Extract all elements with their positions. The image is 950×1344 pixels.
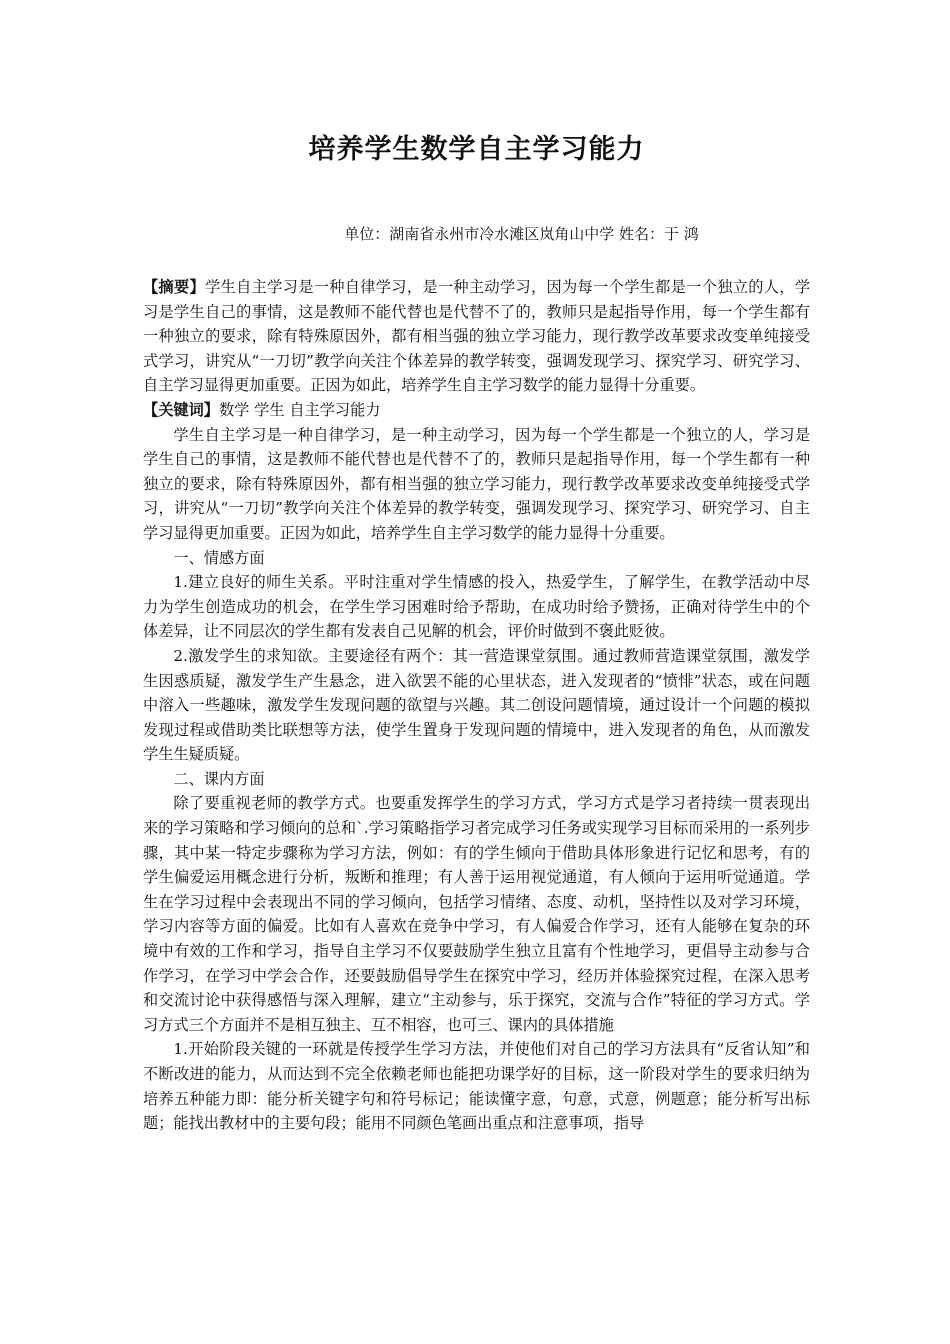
body-paragraph-curiosity: 2.激发学生的求知欲。主要途径有两个：其一营造课堂氛围。通过教师营造课堂氛围，激发学生因惑质疑，激发学生产生悬念，进入欲罢不能的心里状态，进入发现者的“愤悱”状态，或在问题中溶入一些趣味，激发学生发现问题的欲望与兴趣。其二创设问题情境，通过设计一个问题的模拟发现过程或借助类比联想等方法，使学生置身于发现问题的情境中，进入发现者的角色，从而激发学生生疑质疑。 [143, 646, 810, 764]
body-paragraph-intro: 学生自主学习是一种自律学习，是一种主动学习，因为每一个学生都是一个独立的人，学习是学生自己的事情，这是教师不能代替也是代替不了的，教师只是起指导作用，每一个学生都有一种独立的要求，除有特殊原因外，都有相当强的独立学习能力，现行教学改革要求改变单纯接受式学习，讲究从“一刀切”教学向关注个体差异的教学转变，强调发现学习、探究学习、研究学习、自主学习显得更加重要。正因为如此，培养学生自主学习数学的能力显得十分重要。 [143, 425, 810, 542]
abstract-paragraph [143, 275, 810, 398]
body-paragraph-methods: 1.开始阶段关键的一环就是传授学生学习方法，并使他们对自己的学习方法具有“反省认知”和不断改进的能力，从而达到不完全依赖老师也能把功课学好的目标，这一阶段对学生的要求归纳为培养五种能力即：能分析关键字句和符号标记；能读懂字意，句意，式意，例题意；能分析写出标题；能找出教材中的主要句段；能用不同颜色笔画出重点和注意事项，指导 [143, 1040, 810, 1133]
abstract-text: 学生自主学习是一种自律学习，是一种主动学习，因为每一个学生都是一个独立的人，学习是学生自己的事情，这是教师不能代替也是代替不了的，教师只是起指导作用，每一个学生都有一种独立的要求，除有特殊原因外，都有相当强的独立学习能力，现行教学改革要求改变单纯接受式学习，讲究从“一刀切”教学向关注个体差异的教学转变，强调发现学习、探究学习、研究学习、自主学习显得更加重要。正因为如此，培养学生自主学习数学的能力显得十分重要。 [143, 278, 811, 395]
abstract-label: 【摘要】 [143, 278, 206, 296]
keywords-paragraph [143, 398, 810, 423]
document-body [143, 275, 810, 1136]
keywords-text: 数学 学生 自主学习能力 [218, 400, 381, 419]
author-byline: 单位：湖南省永州市冷水滩区岚角山中学 姓名：于 鸿 [344, 225, 699, 243]
document-title: 培养学生数学自主学习能力 [308, 134, 645, 165]
section-heading-emotion: 一、情感方面 [173, 548, 265, 567]
keywords-label: 【关键词】 [143, 400, 219, 419]
body-paragraph-relationship: 1.建立良好的师生关系。平时注重对学生情感的投入，热爱学生，了解学生，在教学活动中尽力为学生创造成功的机会，在学生学习困难时给予帮助，在成功时给予赞扬，正确对待学生中的个体差异，让不同层次的学生都有发表自己见解的机会，评价时做到不褒此贬彼。 [143, 573, 810, 641]
section-heading-classroom: 二、课内方面 [173, 769, 265, 788]
body-paragraph-learning-style: 除了要重视老师的教学方式。也要重发挥学生的学习方式，学习方式是学习者持续一贯表现出来的学习策略和学习倾向的总和`.学习策略指学习者完成学习任务或实现学习目标而采用的一系列步骤，其中某一特定步骤称为学习方法，例如：有的学生倾向于借助具体形象进行记忆和思考，有的学生偏爱运用概念进行分析，叛断和推理；有人善于运用视觉通道，有人倾向于运用听觉通道。学生在学习过程中会表现出不同的学习倾向，包括学习情绪、态度、动机，坚持性以及对学习环境，学习内容等方面的偏爱。比如有人喜欢在竞争中学习，有人偏爱合作学习，还有人能够在复杂的环境中有效的工作和学习，指导自主学习不仅要鼓励学生独立且富有个性地学习，更倡导主动参与合作学习，在学习中学会合作，还要鼓励倡导学生在探究中学习，经历并体验探究过程，在深入思考和交流讨论中获得感悟与深入理解，建立“主动参与，乐于探究，交流与合作”特征的学习方式。学习方式三个方面并不是相互独主、互不相容，也可三、课内的具体措施 [143, 794, 810, 1034]
